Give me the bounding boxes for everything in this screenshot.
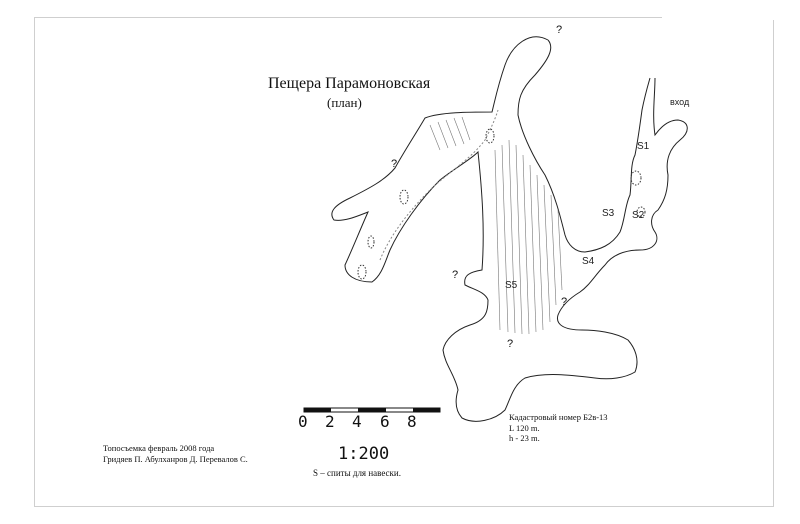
unknown-marker: ? — [452, 269, 459, 281]
map-title: Пещера Парамоновская — [268, 75, 431, 92]
cave-depth: h - 23 m. — [509, 433, 540, 443]
scale-tick-label: 4 — [352, 412, 362, 431]
cave-side-branch — [380, 110, 498, 260]
unknown-marker: ? — [391, 158, 398, 170]
station-s1: S1 — [637, 141, 650, 152]
cadastre-number: Кадастровый номер Б2в-13 — [509, 412, 608, 422]
boulder-symbol — [368, 236, 374, 248]
unknown-marker: ? — [556, 24, 563, 36]
legend-text: S – спиты для навески. — [313, 468, 401, 478]
survey-credit-line: Топосъемка февраль 2008 года — [103, 443, 215, 453]
unknown-marker: ? — [507, 338, 514, 350]
station-s2: S2 — [632, 210, 645, 221]
scale-tick-label: 8 — [407, 412, 417, 431]
boulder-symbol — [358, 265, 366, 279]
cave-wall-outline — [332, 37, 690, 421]
cave-length: L 120 m. — [509, 422, 540, 433]
boulder-symbol — [400, 190, 408, 204]
map-subtitle: (план) — [327, 95, 362, 110]
cadastre-info — [509, 412, 608, 444]
station-s3: S3 — [602, 208, 615, 219]
survey-credit — [103, 443, 248, 465]
boulder-symbol — [631, 171, 641, 185]
entrance-label: вход — [670, 97, 690, 107]
scale-ratio: 1:200 — [338, 444, 390, 464]
unknown-marker: ? — [561, 296, 568, 308]
station-s5: S5 — [505, 280, 518, 291]
cave-inner-wall — [518, 40, 650, 252]
scale-tick-label: 0 — [298, 412, 308, 431]
station-s4: S4 — [582, 256, 595, 267]
survey-credit-line: Гридяев П. Абулханров Д. Перевалов С. — [103, 454, 248, 464]
slope-hatching — [430, 117, 562, 334]
scale-tick-label: 2 — [325, 412, 335, 431]
scale-tick-label: 6 — [380, 412, 390, 431]
